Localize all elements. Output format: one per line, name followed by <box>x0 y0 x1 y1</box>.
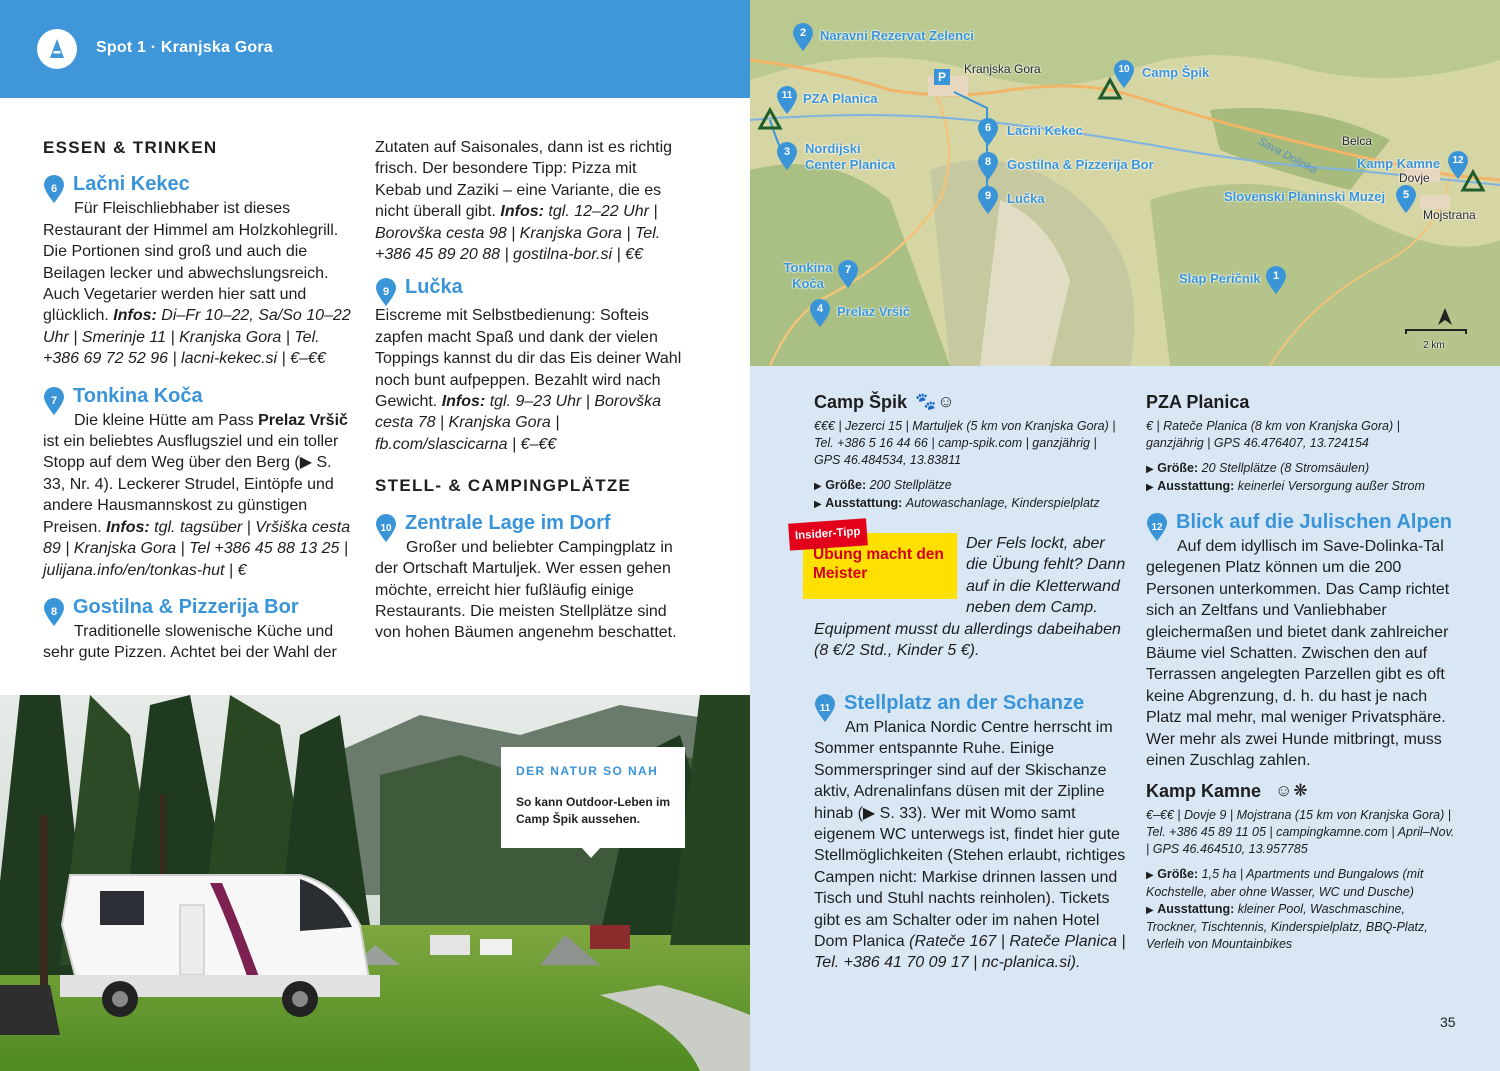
kamne-name: Kamp Kamne ☺❋ <box>1146 781 1309 802</box>
map-pin-11-icon: 11 <box>776 85 798 115</box>
map-label-prelaz-vrsic: Prelaz Vršič <box>837 304 910 319</box>
town-kranjska-gora: Kranjska Gora <box>964 62 1041 76</box>
entry-zentrale-lage <box>375 511 687 644</box>
entry-title: Stellplatz an der Schanze <box>844 692 1085 714</box>
pin-10-icon: 10 <box>375 513 397 543</box>
entry-body: Am Planica Nordic Centre herrscht im Sommer entspannte Ruhe. Einige Sommerspringer sind auf der Skischanze aktiv, Adrenalinfans düsen mit der Zipline hinab (▶ S. 33). Wer mit Womo samt eigenem WC unterwegs ist, findet hier gute Stellmöglichkeiten (Stehen erlaubt, richtiges Campen nicht: Markise drinnen lassen und Tisch und Stuhl nachts reinholen). Tickets gibt es am Schalter oder im nahen Hotel Dom Planica (Rateče 167 | Rateče Planica | Tel. +386 41 70 09 17 | nc-planica.si). <box>814 719 1126 972</box>
map-pin-4-icon: 4 <box>809 298 831 328</box>
caption-text: So kann Outdoor-Leben im Camp Špik aussehen. <box>516 795 671 826</box>
spot-title: Spot 1 · Kranjska Gora <box>96 39 273 56</box>
pin-9-icon: 9 <box>375 277 397 307</box>
map-pin-12-icon: 12 <box>1447 150 1469 180</box>
map-pin-3-icon: 3 <box>776 141 798 171</box>
map-pin-1-icon: 1 <box>1265 265 1287 295</box>
arrow-icon: ▶ <box>814 499 822 510</box>
insider-tip <box>794 525 1126 660</box>
pza-block <box>1146 390 1458 496</box>
essen-heading: ESSEN & TRINKEN <box>43 138 218 157</box>
map-label-gostilna-bor: Gostilna & Pizzerija Bor <box>1007 157 1154 172</box>
map-label-nordijski: Nordijski Center Planica <box>805 141 896 172</box>
scale-label: 2 km <box>1423 340 1445 351</box>
entry-body: Die kleine Hütte am Pass Prelaz Vršič ist ein beliebtes Ausflugsziel und ein toller Stopp auf dem Weg über den Berg (▶ S. 33, Nr. 4). Leckerer Strudel, Eintöpfe und andere Hausmannskost zu günstigen Preisen. Infos: tgl. tagsüber | Vršiška cesta 89 | Kranjska Gora | Tel +386 45 88 13 25 | julijana.info/en/tonkas-hut | € <box>43 411 351 579</box>
map-label-tonkina-koca: Tonkina Koča <box>783 260 833 291</box>
town-belca: Belca <box>1342 134 1373 148</box>
entry-lacni-kekec <box>43 172 355 369</box>
river-label: Sava Dolinka <box>1255 135 1319 177</box>
entry-gostilna-bor-continued: Zutaten auf Saisonales, dann ist es richtig frisch. Der besondere Tipp: Pizza mit Kebab und Zaziki – eine Variante, die es nicht überall gibt. Infos: tgl. 12–22 Uhr | Borovška cesta 98 | Kranjska Gora | Tel. +386 45 89 20 88 | gostilna-bor.si | €€ <box>375 139 673 264</box>
entry-julische-alpen <box>1146 510 1458 771</box>
pza-meta: € | Rateče Planica (8 km von Kranjska Gora) | ganzjährig | GPS 46.476407, 13.724154 <box>1146 419 1400 450</box>
entry-body: Auf dem idyllisch im Save-Dolinka-Tal gelegenen Platz können um die 200 Personen unterkommen. Das Camp richtet sich an Zeltfans und Vanliebhaber gleichermaßen und bietet dank zahlreicher Bäume viel Schatten. Zwischen den auf Terrassen angelegten Parzellen gibt es oft keine Abgrenzung, d. h. du hast je nach Platz mal mehr, mal weniger Privatsphäre. Wer mehr als zwei Hunde mitbringt, muss einen Zuschlag zahlen. <box>1146 538 1450 770</box>
kamne-meta: €–€€ | Dovje 9 | Mojstrana (15 km von Kranjska Gora) | Tel. +386 45 89 11 05 | campingkamne.com | April–Nov. | GPS 46.464510, 13.957785 <box>1146 808 1455 857</box>
camp-spik-meta: €€€ | Jezerci 15 | Martuljek (5 km von Kranjska Gora) | Tel. +386 5 16 44 66 | camp-spik.com | ganzjährig | GPS 46.484534, 13.83811 <box>814 419 1116 467</box>
pin-12-icon: 12 <box>1146 512 1168 542</box>
entry-body: Für Fleischliebhaber ist dieses Restaurant der Himmel am Holzkohlegrill. Die Portionen sind groß und auch die Beilagen lecker und abwechslungsreich. Auch Vegetarier werden hier satt und glücklich. Infos: Di–Fr 10–22, Sa/So 10–22 Uhr | Smerinje 11 | Kranjska Gora | Tel. +386 69 72 52 96 | lacni-kekec.si | €–€€ <box>43 200 351 368</box>
insider-title: Übung macht den Meister <box>813 546 944 582</box>
caption-heading: DER NATUR SO NAH <box>516 764 659 778</box>
pet-family-icon: 🐾☺ <box>915 392 956 411</box>
map-label-kamp-kamne: Kamp Kamne <box>1357 156 1441 171</box>
pza-details: ▶ Größe: 20 Stellplätze (8 Stromsäulen) ▶ Ausstattung: keinerlei Versorgung außer Strom <box>1146 461 1425 493</box>
map-label-lucka: Lučka <box>1007 191 1045 206</box>
pin-7-icon: 7 <box>43 386 65 416</box>
page-number: 35 <box>1440 1014 1456 1030</box>
entry-title: Blick auf die Julischen Alpen <box>1176 511 1452 533</box>
family-sun-icon: ☺❋ <box>1275 781 1309 801</box>
insider-badge <box>794 525 957 599</box>
entry-title: Zentrale Lage im Dorf <box>405 511 611 534</box>
right-page <box>750 0 1500 1071</box>
map-label-slap-pericnik: Slap Peričnik <box>1179 271 1261 286</box>
entry-title: Tonkina Koča <box>73 384 203 407</box>
camping-heading: STELL- & CAMPINGPLÄTZE <box>375 476 632 496</box>
entry-title: Lučka <box>405 276 463 299</box>
entry-title: Gostilna & Pizzerija Bor <box>73 595 299 618</box>
camp-spik-name: Camp Špik 🐾☺ <box>814 392 956 412</box>
arrow-icon: ▶ <box>1146 905 1154 917</box>
pza-name: PZA Planica <box>1146 392 1250 412</box>
entry-schanze <box>814 691 1126 974</box>
map-label-lacni-kekec: Lačni Kekec <box>1007 123 1083 138</box>
spot-letter-icon <box>37 29 77 69</box>
map-pin-6-icon: 6 <box>977 117 999 147</box>
entry-body: Eiscreme mit Selbstbedienung: Softeis zapfen macht Spaß und dank der vielen Toppings kannst du dir das Eis deiner Wahl noch bunt aufpeppen. Bezahlt wird nach Gewicht. Infos: tgl. 9–23 Uhr | Borovška cesta 78 | Kranjska Gora | fb.com/slascicarna | €–€€ <box>375 307 682 453</box>
insider-text: Der Fels lockt, aber die Übung fehlt? Dann auf in die Kletterwand neben dem Camp. Equipment musst du allerdings dabeihaben (8 €/2 Std., Kinder 5 €). <box>814 535 1126 660</box>
right-column-2 <box>1146 390 1458 953</box>
kamne-details: ▶ Größe: 1,5 ha | Apartments und Bungalows (mit Kochstelle, aber ohne Wasser, WC und Dusche) ▶ Ausstattung: kleiner Pool, Waschmaschine, Trockner, Tischtennis, Kinderspielplatz, BBQ-Platz, Verleih von Mountainbikes <box>1146 867 1428 952</box>
entry-gostilna-bor <box>43 595 355 664</box>
map-label-camp-spik: Camp Špik <box>1142 65 1210 80</box>
arrow-icon: ▶ <box>1146 482 1154 493</box>
town-mojstrana: Mojstrana <box>1423 208 1476 222</box>
camp-spik-details: ▶ Größe: 200 Stellplätze ▶ Ausstattung: Autowaschanlage, Kinderspielplatz <box>814 478 1100 510</box>
pin-8-icon: 8 <box>43 597 65 627</box>
entry-lucka <box>375 275 687 455</box>
town-dovje: Dovje <box>1399 171 1430 185</box>
arrow-icon: ▶ <box>814 481 822 492</box>
photo-caption <box>501 747 685 848</box>
entry-title: Lačni Kekec <box>73 173 190 196</box>
map-pin-7-icon: 7 <box>837 259 859 289</box>
pin-11-icon: 11 <box>814 693 836 723</box>
insider-tag: Insider-Tipp <box>788 518 867 551</box>
map-pin-8-icon: 8 <box>977 151 999 181</box>
parking-label: P <box>938 70 947 84</box>
map-pin-10-icon: 10 <box>1113 59 1135 89</box>
map-pin-9-icon: 9 <box>977 185 999 215</box>
map-pin-2-icon: 2 <box>792 22 814 52</box>
arrow-icon: ▶ <box>1146 464 1154 475</box>
right-column-1 <box>794 390 1126 988</box>
arrow-icon: ▶ <box>1146 870 1154 882</box>
map-label-pza-planica: PZA Planica <box>803 91 878 106</box>
entry-body: Traditionelle slowenische Küche und sehr gute Pizzen. Achtet bei der Wahl der <box>43 622 337 662</box>
entry-body: Großer und beliebter Campingplatz in der Ortschaft Martuljek. Wer essen gehen möchte, erreicht hier fußläufig einige Restaurants. Die meisten Stellplätze sind von hohen Bäumen angenehm beschattet. <box>375 538 677 642</box>
kamne-block <box>1146 779 1458 953</box>
left-column-2 <box>375 137 687 658</box>
spot-badge <box>37 29 77 69</box>
entry-tonkina-koca <box>43 384 355 581</box>
camp-spik-block <box>814 390 1126 513</box>
left-column-1 <box>43 137 355 678</box>
map-label-zelenci: Naravni Rezervat Zelenci <box>820 28 974 43</box>
map-label-planinski-muzej: Slovenski Planinski Muzej <box>1224 189 1386 204</box>
area-map <box>750 0 1500 366</box>
pin-6-icon: 6 <box>43 174 65 204</box>
header-band <box>0 0 750 98</box>
map-pin-5-icon: 5 <box>1395 184 1417 214</box>
